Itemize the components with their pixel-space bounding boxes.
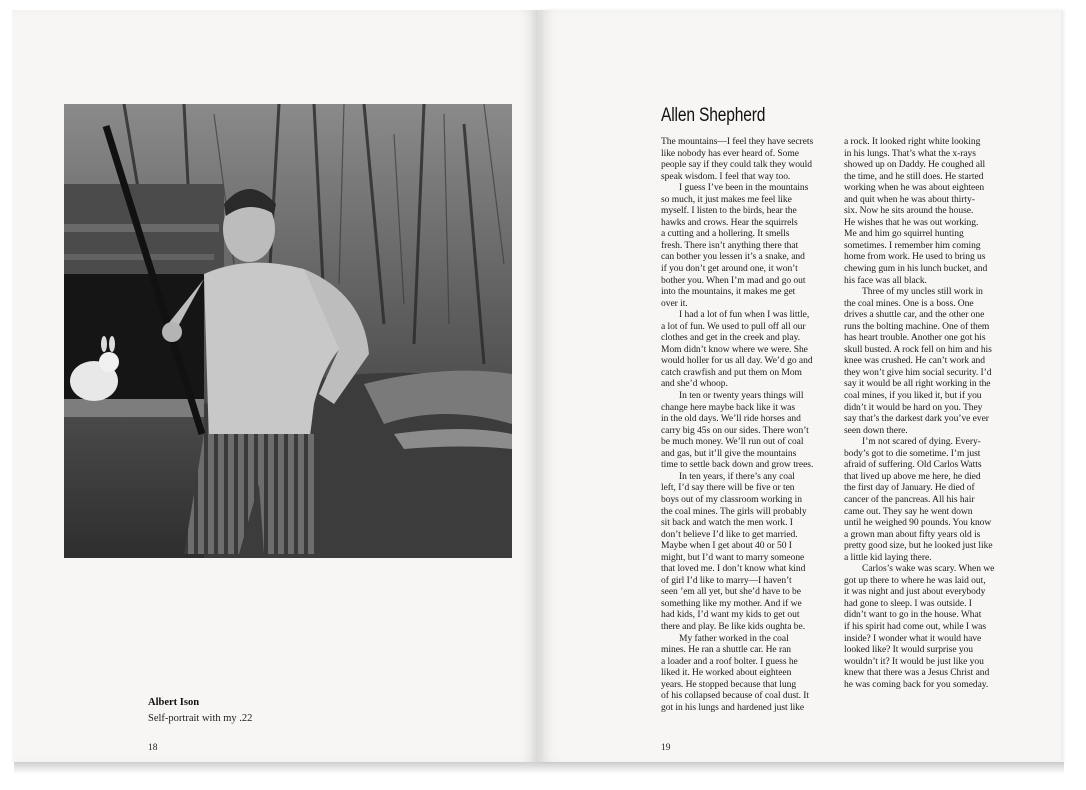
text-line: seen ’em all yet, but she’d have to be	[661, 586, 801, 598]
text-line: he was coming back for you someday.	[844, 678, 989, 690]
text-line: a loader and a roof bolter. I guess he	[661, 655, 798, 667]
text-line: if you don’t get around one, it won’t	[661, 263, 798, 275]
text-line: got up there to where he was laid out,	[844, 574, 986, 586]
photo-credit: Albert Ison	[148, 697, 200, 708]
text-line: can bother you lessen it’s a snake, and	[661, 251, 805, 263]
page-number-left: 18	[148, 743, 158, 753]
text-line: clothes and get in the creek and play.	[661, 332, 801, 344]
text-line: sit back and watch the men work. I	[661, 517, 793, 529]
text-line: years. He stopped because that lung	[661, 678, 797, 690]
text-line: speak wisdom. I feel that way too.	[661, 170, 791, 182]
text-line: seen down there.	[844, 424, 908, 436]
text-line: carry big 45s on our sides. There won’t	[661, 424, 809, 436]
book-shadow	[14, 762, 1064, 774]
text-line: time to settle back down and grow trees.	[661, 459, 814, 471]
text-line: in the old days. We’ll ride horses and	[661, 413, 801, 425]
text-line: the time, and he still does. He started	[844, 170, 984, 182]
text-line: showed up on Daddy. He coughed all	[844, 159, 986, 171]
text-line: say it would be all right working in the	[844, 378, 991, 390]
text-line: the coal mines. One is a boss. One	[844, 297, 974, 309]
text-line: left, I’d say there will be five or ten	[661, 482, 795, 494]
text-line: until he weighed 90 pounds. You know	[844, 517, 992, 529]
text-line: knew that there was a Jesus Christ and	[844, 667, 990, 679]
text-line: people say if they could talk they would	[661, 159, 812, 171]
text-line: something like my mother. And if we	[661, 597, 802, 609]
photograph	[64, 104, 512, 558]
text-line: Mom didn’t know where we were. She	[661, 343, 808, 355]
text-line: a little kid laying there.	[844, 551, 932, 563]
text-line: cancer of the pancreas. All his hair	[844, 493, 975, 505]
text-line: like nobody has ever heard of. Some	[661, 147, 799, 159]
text-line: would holler for us all day. We’d go and	[661, 355, 813, 367]
text-line: Me and him go squirrel hunting	[844, 228, 964, 240]
text-line: a grown man about fifty years old is	[844, 528, 981, 540]
text-line: wouldn’t it? It would be just like you	[844, 655, 984, 667]
text-line: of girl I’d like to marry—I haven’t	[661, 574, 792, 586]
text-line: Three of my uncles still work in	[862, 286, 983, 298]
text-line: bother you. When I’m mad and go out	[661, 274, 806, 286]
text-line: be much money. We’ll run out of coal	[661, 436, 804, 448]
text-line: a lot of fun. We used to pull off all our	[661, 320, 806, 332]
page-number-right: 19	[661, 743, 671, 753]
text-line: in his lungs. That’s what the x-rays	[844, 147, 976, 159]
text-line: got in his lungs and hardened just like	[661, 701, 805, 713]
text-line: coal mines, if you liked it, but if you	[844, 390, 982, 402]
text-line: a rock. It looked right white looking	[844, 136, 981, 147]
text-line: drives a shuttle car, and the other one	[844, 309, 985, 321]
text-line: pretty good size, but he looked just like	[844, 540, 993, 552]
text-line: of his collapsed because of coal dust. It	[661, 690, 810, 702]
text-line: afraid of suffering. Old Carlos Watts	[844, 459, 982, 471]
left-page	[12, 10, 539, 762]
text-line: had gone to sleep. I was outside. I	[844, 597, 972, 609]
text-line: In ten or twenty years things will	[679, 390, 804, 402]
text-line: working when he was about eighteen	[844, 182, 985, 194]
article-title: Allen Shepherd	[661, 105, 766, 126]
text-line: don’t believe I’d like to get married.	[661, 528, 798, 540]
text-line: mines. He ran a shuttle car. He ran	[661, 644, 792, 656]
text-line: and quit when he was about thirty-	[844, 193, 975, 205]
text-line: there and play. Be like kids oughta be.	[661, 620, 806, 632]
text-line: In ten years, if there’s any coal	[679, 470, 795, 482]
text-line: home from work. He used to bring us	[844, 251, 986, 263]
text-line: liked it. He worked about eighteen	[661, 667, 792, 679]
text-column-1	[661, 136, 833, 713]
text-line: his face was all black.	[844, 274, 927, 286]
text-line: myself. I listen to the birds, hear the	[661, 205, 797, 217]
text-line: Carlos’s wake was scary. When we	[862, 563, 995, 575]
text-line: came out. They say he went down	[844, 505, 973, 517]
text-line: has heart trouble. Another one got his	[844, 332, 986, 344]
text-line: six. Now he sits around the house.	[844, 205, 974, 217]
text-line: hawks and crows. Hear the squirrels	[661, 216, 798, 228]
text-line: I’m not scared of dying. Every-	[862, 436, 981, 448]
text-line: My father worked in the coal	[679, 632, 789, 644]
text-line: chewing gum in his lunch bucket, and	[844, 263, 988, 275]
text-line: change here maybe back like it was	[661, 401, 796, 413]
text-line: the coal mines. The girls will probably	[661, 505, 807, 517]
text-line: over it.	[661, 297, 688, 309]
text-line: sometimes. I remember him coming	[844, 239, 981, 251]
text-line: body’s got to die sometime. I’m just	[844, 447, 981, 459]
text-line: might, but I’d want to marry someone	[661, 551, 805, 563]
text-line: skull busted. A rock fell on him and his	[844, 343, 992, 355]
text-line: had kids, I’d want my kids to get out	[661, 609, 800, 621]
text-line: that lived up above me here, he died	[844, 470, 981, 482]
text-line: they won’t give him social security. I’d	[844, 366, 992, 378]
text-line: runs the bolting machine. One of them	[844, 320, 990, 332]
text-line: and she’d whoop.	[661, 378, 728, 390]
text-line: if his spirit had come out, while I was	[844, 620, 987, 632]
text-line: inside? I wonder what it would have	[844, 632, 982, 644]
text-line: catch crawfish and put them on Mom	[661, 366, 802, 378]
text-line: boys out of my classroom working in	[661, 493, 802, 505]
text-line: a cutting and a hollering. It smells	[661, 228, 790, 240]
text-line: say that’s the darkest dark you’ve ever	[844, 413, 989, 425]
text-line: that loved me. I don’t know what kind	[661, 563, 806, 575]
right-page	[539, 10, 1061, 762]
text-line: into the mountains, it makes me get	[661, 286, 796, 298]
text-line: and gas, but it’ll give the mountains	[661, 447, 797, 459]
text-line: Maybe when I get about 40 or 50 I	[661, 540, 792, 552]
text-line: The mountains—I feel they have secrets	[661, 136, 814, 147]
text-line: it was night and just about everybody	[844, 586, 986, 598]
text-line: the first day of January. He died of	[844, 482, 975, 494]
text-line: fresh. There isn’t anything there that	[661, 239, 799, 251]
text-line: I had a lot of fun when I was little,	[679, 309, 810, 321]
photo-caption: Self-portrait with my .22	[148, 713, 253, 724]
text-line: I guess I’ve been in the mountains	[679, 182, 809, 194]
text-line: He wishes that he was out working.	[844, 216, 979, 228]
text-line: didn’t want to go in the house. What	[844, 609, 982, 621]
text-line: knee was crushed. He can’t work and	[844, 355, 985, 367]
text-line: didn’t it would be hard on you. They	[844, 401, 983, 413]
text-column-2	[844, 136, 1016, 690]
text-line: so much, it just makes me feel like	[661, 193, 792, 205]
text-line: looked like? It would surprise you	[844, 644, 974, 656]
